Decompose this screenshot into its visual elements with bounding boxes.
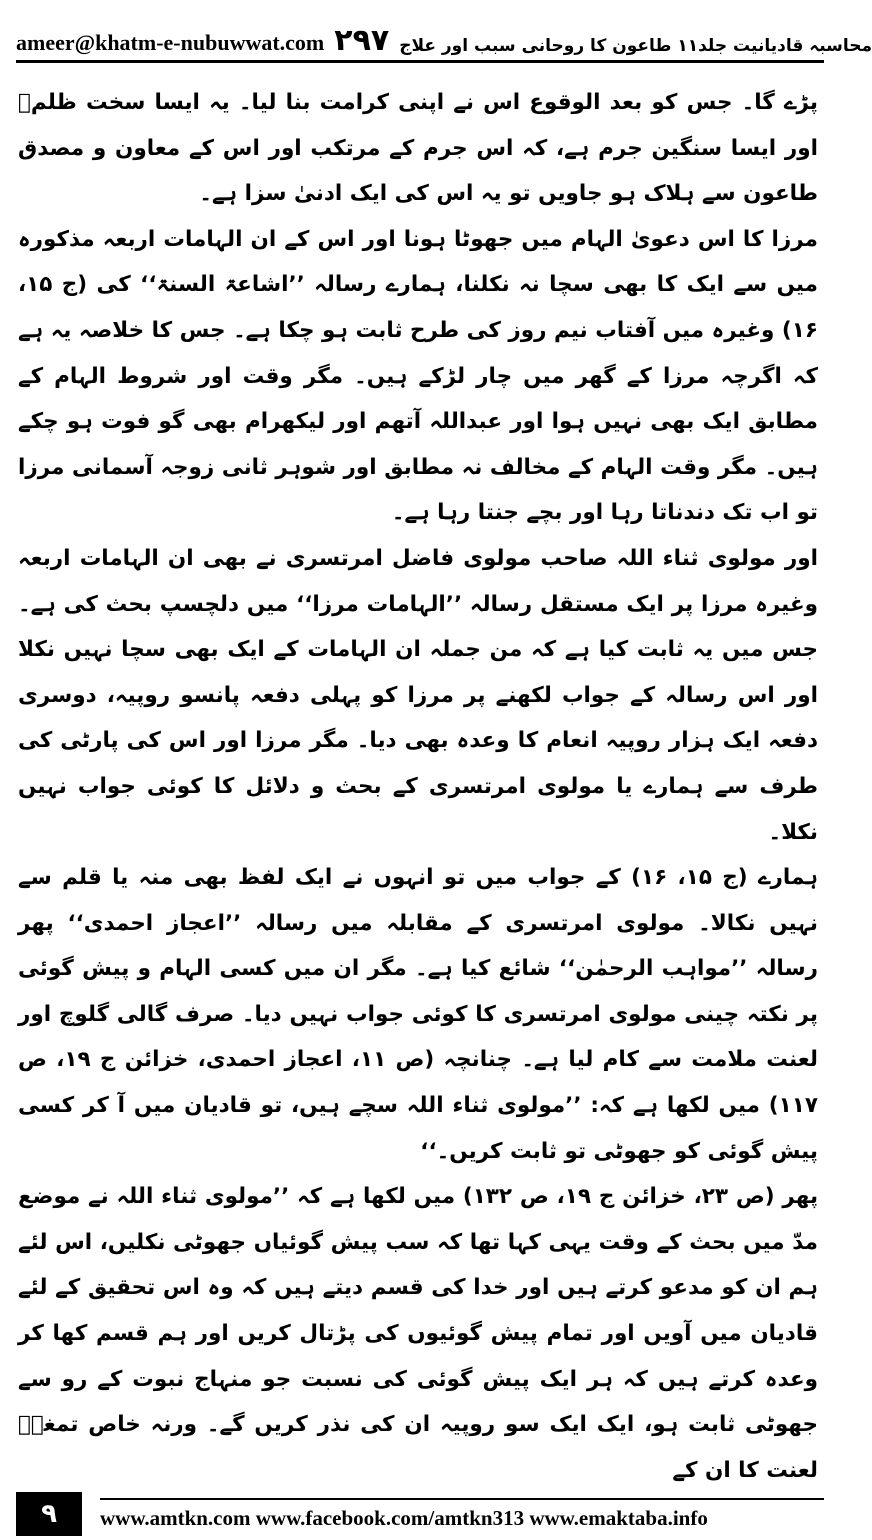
- page-header: [16, 20, 872, 58]
- paragraph: پڑے گا۔ جس کو بعد الوقوع اس نے اپنی کرامت بنا لیا۔ یہ ایسا سخت ظلمؔ اور ایسا سنگین جرم ہے، کہ اس جرم کے مرتکب اور اس کے معاون و مصدق طاعون سے ہلاک ہو جاویں تو یہ اس کی ایک ادنیٰ سزا ہے۔: [18, 90, 818, 207]
- footer-links: www.amtkn.com www.facebook.com/amtkn313 www.emaktaba.info: [100, 1498, 824, 1531]
- page-footer: [16, 1488, 824, 1540]
- paragraph: اور مولوی ثناء اللہ صاحب مولوی فاضل امرتسری نے بھی ان الہامات اربعہ وغیرہ مرزا پر ایک مستقل رسالہ ’’الہامات مرزا‘‘ میں دلچسپ بحث کی ہے۔ جس میں یہ ثابت کیا ہے کہ من جملہ ان الہامات کے ایک بھی سچا نہیں نکلا اور اس رسالہ کے جواب لکھنے پر مرزا کو پہلی دفعہ پانسو روپیہ، دوسری دفعہ ایک ہزار روپیہ انعام کا وعدہ بھی دیا۔ مگر مرزا اور اس کی پارٹی کی طرف سے ہمارے یا مولوی امرتسری کے بحث و دلائل کا کوئی جواب نہیں نکلا۔: [18, 545, 818, 845]
- footer-page-label: ۹: [16, 1492, 82, 1536]
- page-number: ۲۹۷: [334, 23, 390, 58]
- header-email: ameer@khatm-e-nubuwwat.com: [16, 30, 325, 55]
- paragraph: مرزا کا اس دعویٰ الہام میں جھوٹا ہونا اور اس کے ان الہامات اربعہ مذکورہ میں سے ایک کا بھی سچا نہ نکلنا، ہمارے رسالہ ’’اشاعۃ السنۃ‘‘ کی (ج ۱۵، ۱۶) وغیرہ میں آفتاب نیم روز کی طرح ثابت ہو چکا ہے۔ جس کا خلاصہ یہ ہے کہ اگرچہ مرزا کے گھر میں چار لڑکے ہیں۔ مگر وقت اور شروط الہام کے مطابق ایک بھی نہیں ہوا اور عبداللہ آتھم اور لیکھرام بھی گو فوت ہو چکے ہیں۔ مگر وقت الہام کے مخالف نہ مطابق اور شوہر ثانی زوجہ آسمانی مرزا تو اب تک دندناتا رہا اور بچے جنتا رہا ہے۔: [18, 226, 818, 526]
- header-rule: [16, 60, 824, 63]
- page-body: [18, 80, 819, 1483]
- paragraph: ہمارے (ج ۱۵، ۱۶) کے جواب میں تو انہوں نے ایک لفظ بھی منہ یا قلم سے نہیں نکالا۔ مولوی امرتسری کے مقابلہ میں رسالہ ’’اعجاز احمدی‘‘ پھر رسالہ ’’مواہب الرحمٰن‘‘ شائع کیا ہے۔ مگر ان میں کسی الہام و پیش گوئی پر نکتہ چینی مولوی امرتسری کا کوئی جواب نہیں دیا۔ صرف گالی گلوچ اور لعنت ملامت سے کام لیا ہے۔ چنانچہ (ص ۱۱، اعجاز احمدی، خزائن ج ۱۹، ص ۱۱۷) میں لکھا ہے کہ: ’’مولوی ثناء اللہ سچے ہیں، تو قادیان میں آ کر کسی پیش گوئی کو جھوٹی تو ثابت کریں۔‘‘: [18, 865, 819, 1164]
- paragraph: پھر (ص ۲۳، خزائن ج ۱۹، ص ۱۳۲) میں لکھا ہے کہ ’’مولوی ثناء اللہ نے موضع مدّ میں بحث کے وقت یہی کہا تھا کہ سب پیش گوئیاں جھوٹی نکلیں، اس لئے ہم ان کو مدعو کرتے ہیں اور خدا کی قسم دیتے ہیں کہ وہ اس تحقیق کے لئے قادیان میں آویں اور تمام پیش گوئیوں کی پڑتال کریں اور ہم قسم کھا کر وعدہ کرتے ہیں کہ ہر ایک پیش گوئی کی نسبت جو منہاج نبوت کے رو سے جھوٹی ثابت ہو، ایک ایک سو روپیہ ان کی نذر کریں گے۔ ورنہ خاص تمغہؔ لعنت کا ان کے: [18, 1184, 819, 1483]
- running-title: محاسبہ قادیانیت جلد۱۱ طاعون کا روحانی سبب اور علاج: [399, 36, 872, 56]
